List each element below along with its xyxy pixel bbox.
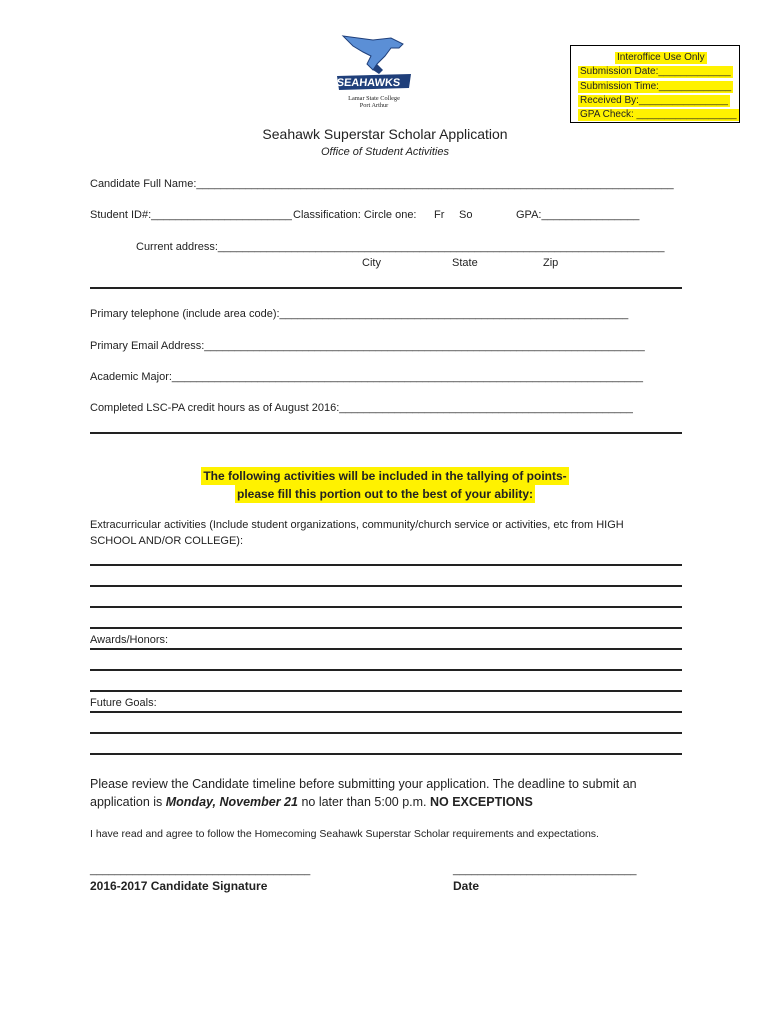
- awards-answer-line[interactable]: [90, 669, 682, 671]
- extracurricular-answer-line[interactable]: [90, 627, 682, 629]
- zip-label: Zip: [543, 257, 559, 269]
- gpa-check-field[interactable]: GPA Check: __________________: [580, 109, 737, 120]
- extracurricular-answer-line[interactable]: [90, 564, 682, 566]
- submission-time-field[interactable]: Submission Time:_____________: [580, 81, 732, 92]
- logo-college: Lamar State College: [348, 95, 400, 102]
- extracurricular-answer-line[interactable]: [90, 585, 682, 587]
- signature-label: 2016-2017 Candidate Signature: [90, 879, 268, 893]
- extracurricular-label-line2: SCHOOL AND/OR COLLEGE):: [90, 535, 244, 547]
- hawk-icon: [343, 36, 403, 70]
- date-line[interactable]: ______________________________: [453, 864, 637, 876]
- activities-note-line2: please fill this portion out to the best of your ability:: [236, 487, 533, 501]
- agreement-statement: I have read and agree to follow the Homecoming Seahawk Superstar Scholar requirements and expectations.: [90, 828, 599, 840]
- classification-so-option[interactable]: So: [459, 209, 473, 221]
- gpa-field[interactable]: GPA:________________: [516, 209, 640, 221]
- credit-hours-field[interactable]: Completed LSC-PA credit hours as of August 2016:________________________________________________: [90, 402, 633, 414]
- logo-wordmark: SEAHAWKS: [336, 77, 401, 89]
- academic-major-field[interactable]: Academic Major:_____________________________________________________________________________: [90, 371, 643, 383]
- awards-label: Awards/Honors:: [90, 634, 169, 646]
- state-label: State: [452, 257, 478, 269]
- awards-answer-line[interactable]: [90, 690, 682, 692]
- logo-city: Port Arthur: [359, 102, 389, 109]
- deadline-no-exceptions: NO EXCEPTIONS: [430, 795, 533, 809]
- activities-note: [0, 467, 770, 503]
- future-goals-answer-line[interactable]: [90, 753, 682, 755]
- section-divider: [90, 432, 682, 434]
- interoffice-title: Interoffice Use Only: [617, 52, 705, 63]
- future-goals-label: Future Goals:: [90, 697, 157, 709]
- future-goals-answer-line[interactable]: [90, 732, 682, 734]
- submission-date-field[interactable]: Submission Date:_____________: [580, 66, 731, 77]
- extracurricular-label-line1: Extracurricular activities (Include student organizations, community/church service or activities, etc from HIGH: [90, 519, 624, 531]
- section-divider: [90, 287, 682, 289]
- seahawks-logo: [333, 30, 415, 112]
- date-label: Date: [453, 879, 480, 893]
- deadline-date: Monday, November 21: [165, 795, 298, 809]
- classification-fr-option[interactable]: Fr: [434, 209, 445, 221]
- deadline-line2: [90, 795, 533, 809]
- deadline-line1: Please review the Candidate timeline before submitting your application. The deadline to submit an: [90, 777, 637, 791]
- current-address-field[interactable]: Current address:_________________________________________________________________________: [136, 241, 665, 253]
- full-name-field[interactable]: Candidate Full Name:______________________________________________________________________________: [90, 178, 674, 190]
- classification-label: Classification: Circle one:: [293, 209, 417, 221]
- awards-answer-line[interactable]: [90, 648, 682, 650]
- email-field[interactable]: Primary Email Address:________________________________________________________________________: [90, 340, 645, 352]
- page-title: Seahawk Superstar Scholar Application: [262, 126, 508, 142]
- extracurricular-answer-line[interactable]: [90, 606, 682, 608]
- signature-line[interactable]: ____________________________________: [90, 864, 311, 876]
- deadline-mid: no later than 5:00 p.m.: [297, 795, 430, 809]
- future-goals-answer-line[interactable]: [90, 711, 682, 713]
- interoffice-box: [570, 45, 740, 123]
- deadline-pre: application is: [90, 795, 166, 809]
- activities-note-line1: The following activities will be included in the tallying of points-: [203, 469, 567, 483]
- city-label: City: [362, 257, 381, 269]
- received-by-field[interactable]: Received By:________________: [580, 95, 728, 106]
- phone-field[interactable]: Primary telephone (include area code):_________________________________________________________: [90, 308, 629, 320]
- page-subtitle: Office of Student Activities: [321, 146, 449, 158]
- student-id-field[interactable]: Student ID#:_______________________: [90, 209, 292, 221]
